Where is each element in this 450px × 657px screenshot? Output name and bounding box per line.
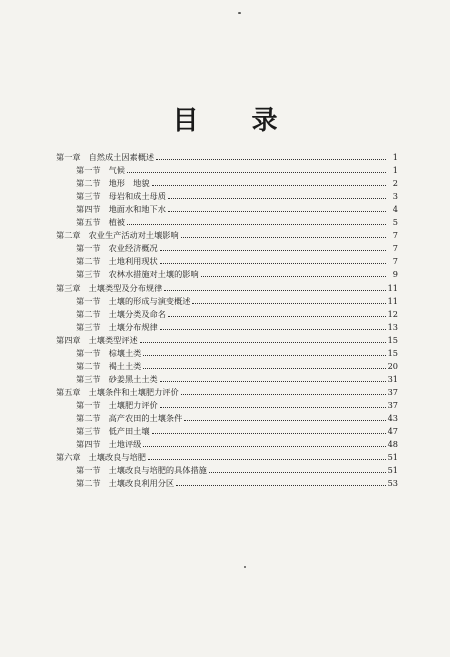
- page-number: 5: [392, 217, 398, 228]
- entry-number: 第三节: [76, 373, 101, 384]
- page-number: 2: [392, 178, 398, 189]
- page-number: 48: [387, 439, 398, 450]
- page-number: 7: [392, 243, 398, 254]
- dot-leader: [160, 263, 386, 264]
- entry-title: 气候: [108, 165, 125, 176]
- page-number: 53: [387, 478, 398, 489]
- dot-leader: [164, 290, 385, 291]
- entry-title: 自然成土因素概述: [88, 152, 155, 162]
- entry-number: 第二节: [76, 413, 101, 423]
- entry-title: 农业经济概况: [108, 243, 158, 254]
- entry-title: 砂姜黑土土类: [108, 373, 158, 384]
- entry-title: 土地评级: [108, 439, 142, 450]
- dot-leader: [160, 329, 386, 330]
- section-entry: [76, 474, 398, 488]
- section-entry: [76, 344, 398, 358]
- entry-title: 土壤条件和土壤肥力评价: [88, 386, 179, 397]
- entry-number: 第一节: [76, 465, 101, 476]
- dot-leader: [160, 381, 386, 382]
- section-entry: [76, 396, 398, 410]
- entry-title: 土壤分布规律: [108, 321, 158, 332]
- dot-leader: [152, 433, 386, 434]
- section-entry: [76, 422, 398, 436]
- page-number: 37: [387, 399, 398, 410]
- scan-speck: [238, 12, 241, 14]
- dot-leader: [192, 303, 385, 304]
- entry-number: 第二节: [76, 256, 101, 267]
- dot-leader: [152, 185, 386, 186]
- entry-title: 土壤的形成与演变概述: [108, 295, 191, 306]
- page-number: 12: [387, 308, 398, 319]
- section-entry: [76, 213, 398, 227]
- chapter-entry: [56, 383, 398, 397]
- chapter-entry: [56, 148, 398, 162]
- dot-leader: [168, 316, 386, 317]
- section-entry: [76, 161, 398, 175]
- page-title: 目 录: [172, 106, 300, 136]
- entry-number: 第三节: [76, 426, 101, 437]
- dot-leader: [127, 224, 386, 225]
- entry-title: 土地利用现状: [108, 256, 158, 267]
- entry-title: 褐土土类: [108, 360, 142, 371]
- page-number: 15: [387, 347, 398, 358]
- page-number: 4: [392, 204, 398, 215]
- section-entry: [76, 305, 398, 319]
- page-number: 11: [387, 295, 398, 306]
- entry-title: 农业生产活动对土壤影响: [88, 230, 179, 241]
- page-number: 51: [387, 452, 398, 463]
- section-entry: [76, 461, 398, 475]
- entry-label: [76, 478, 174, 488]
- entry-number: 第三节: [76, 269, 101, 280]
- entry-number: 第一节: [76, 399, 101, 410]
- page-number: 43: [387, 413, 398, 423]
- dot-leader: [140, 342, 386, 343]
- dot-leader: [143, 368, 385, 369]
- page-number: 13: [387, 321, 398, 332]
- dot-leader: [143, 355, 385, 356]
- chapter-entry: [56, 279, 398, 293]
- section-entry: [76, 318, 398, 332]
- dot-leader: [127, 172, 386, 173]
- entry-number: 第一节: [76, 243, 101, 254]
- page-number: 11: [387, 282, 398, 293]
- entry-title: 母岩和成土母质: [108, 191, 166, 202]
- entry-title: 地形 地貌: [108, 178, 150, 189]
- entry-title: 土壤分类及命名: [108, 308, 166, 319]
- entry-number: 第五章: [56, 386, 81, 397]
- entry-number: 第二节: [76, 478, 101, 489]
- entry-number: 第一节: [76, 165, 101, 176]
- page-number: 7: [392, 256, 398, 267]
- entry-number: 第四章: [56, 334, 81, 345]
- entry-title: 低产田土壤: [108, 426, 150, 437]
- entry-number: 第二节: [76, 308, 101, 319]
- dot-leader: [201, 276, 386, 277]
- page-number: 1: [392, 152, 398, 162]
- entry-title: 土壤改良与培肥的具体措施: [108, 465, 207, 476]
- entry-number: 第五节: [76, 217, 101, 228]
- entry-number: 第六章: [56, 452, 81, 463]
- page-number: 47: [387, 426, 398, 437]
- entry-title: 植被: [108, 217, 125, 228]
- page-number: 51: [387, 465, 398, 476]
- entry-title: 土壤类型及分布规律: [88, 282, 163, 293]
- entry-number: 第三章: [56, 282, 81, 293]
- entry-title: 地面水和地下水: [108, 204, 166, 215]
- dot-leader: [143, 446, 385, 447]
- entry-number: 第一章: [56, 152, 81, 162]
- dot-leader: [160, 250, 386, 251]
- entry-number: 第三节: [76, 191, 101, 202]
- dot-leader: [148, 459, 386, 460]
- chapter-entry: [56, 448, 398, 462]
- chapter-entry: [56, 226, 398, 240]
- dot-leader: [156, 159, 386, 160]
- dot-leader: [181, 394, 386, 395]
- section-entry: [76, 187, 398, 201]
- section-entry: [76, 435, 398, 449]
- dot-leader: [168, 198, 386, 199]
- page-number: 9: [392, 269, 398, 280]
- chapter-entry: [56, 331, 398, 345]
- entry-number: 第四节: [76, 439, 101, 450]
- entry-title: 土壤肥力评价: [108, 399, 158, 410]
- section-entry: [76, 252, 398, 266]
- entry-title: 高产农田的土壤条件: [108, 413, 183, 423]
- entry-title: 土壤改良利用分区: [108, 478, 175, 489]
- entry-number: 第二节: [76, 360, 101, 371]
- scan-speck: [244, 566, 246, 568]
- dot-leader: [160, 407, 386, 408]
- page-number: 37: [387, 386, 398, 397]
- dot-leader: [209, 472, 386, 473]
- entry-title: 棕壤土类: [108, 347, 142, 358]
- dot-leader: [176, 485, 385, 486]
- section-entry: [76, 265, 398, 279]
- dot-leader: [168, 211, 386, 212]
- entry-number: 第一节: [76, 295, 101, 306]
- section-entry: [76, 409, 398, 423]
- page-number: 3: [392, 191, 398, 202]
- page-number: 31: [387, 373, 398, 384]
- entry-number: 第二章: [56, 230, 81, 241]
- entry-title: 土壤改良与培肥: [88, 452, 146, 463]
- page-number: 7: [392, 230, 398, 241]
- section-entry: [76, 357, 398, 371]
- section-entry: [76, 174, 398, 188]
- dot-leader: [181, 237, 386, 238]
- section-entry: [76, 200, 398, 214]
- entry-number: 第四节: [76, 204, 101, 215]
- entry-title: 土壤类型评述: [88, 334, 138, 345]
- entry-title: 农林水措施对土壤的影响: [108, 269, 199, 280]
- section-entry: [76, 370, 398, 384]
- page-number: 20: [387, 360, 398, 371]
- page-number: 15: [387, 334, 398, 345]
- page-number: 1: [392, 165, 398, 176]
- entry-number: 第一节: [76, 347, 101, 358]
- section-entry: [76, 239, 398, 253]
- entry-number: 第三节: [76, 321, 101, 332]
- entry-number: 第二节: [76, 178, 101, 189]
- dot-leader: [184, 420, 385, 421]
- section-entry: [76, 292, 398, 306]
